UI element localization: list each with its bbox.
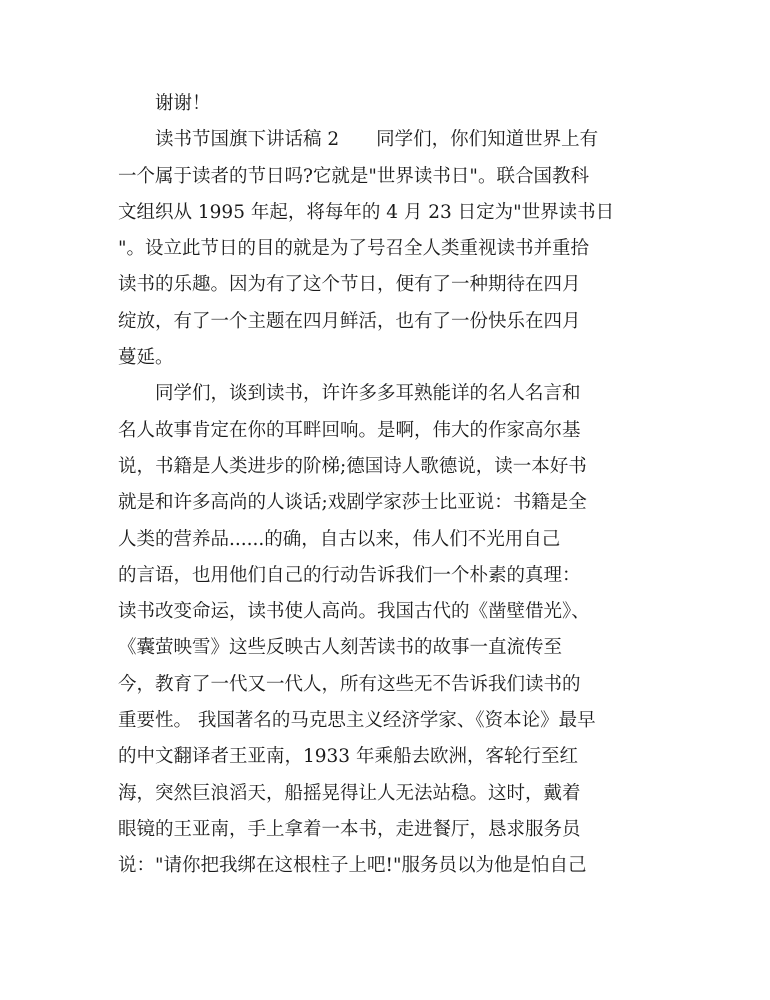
text-line: 今，教育了一代又一代人，所有这些无不告诉我们读书的 (118, 673, 581, 695)
text-line: 的言语，也用他们自己的行动告诉我们一个朴素的真理： (118, 564, 581, 586)
text-line: "。设立此节日的目的就是为了号召全人类重视读书并重拾 (118, 238, 590, 260)
text-line: 一个属于读者的节日吗?它就是"世界读书日"。联合国教科 (118, 165, 589, 187)
text-line: 读书改变命运，读书使人高尚。我国古代的《凿壁借光》、 (118, 601, 590, 623)
text-line: 的中文翻译者王亚南，1933 年乘船去欧洲，客轮行至红 (118, 746, 578, 768)
text-line: 《囊萤映雪》这些反映古人刻苦读书的故事一直流传至 (118, 637, 563, 659)
text-line: 说，书籍是人类进步的阶梯;德国诗人歌德说，读一本好书 (118, 455, 587, 477)
text-line: 眼镜的王亚南，手上拿着一本书，走进餐厅，恳求服务员 (118, 818, 581, 840)
text-line: 蔓延。 (118, 347, 174, 369)
text-line: 谢谢！ (118, 93, 211, 114)
text-line: 绽放，有了一个主题在四月鲜活，也有了一份快乐在四月 (118, 310, 581, 332)
text-line: 读书的乐趣。因为有了这个节日，便有了一种期待在四月 (118, 274, 581, 296)
text-line: 就是和许多高尚的人谈话;戏剧学家莎士比亚说：书籍是全 (118, 492, 587, 514)
text-line: 文组织从 1995 年起，将每年的 4 月 23 日定为"世界读书日 (118, 201, 615, 223)
text-line: 读书节国旗下讲话稿 2 同学们，你们知道世界上有 (118, 129, 599, 151)
text-line: 人类的营养品......的确，自古以来，伟人们不光用自己 (118, 528, 561, 550)
text-line: 同学们，谈到读书，许许多多耳熟能详的名人名言和 (118, 383, 581, 405)
body-text (118, 86, 658, 885)
text-line: 说："请你把我绑在这根柱子上吧!"服务员以为他是怕自己 (118, 855, 587, 877)
text-line: 重要性。 我国著名的马克思主义经济学家、《资本论》最早 (118, 710, 596, 732)
text-line: 名人故事肯定在你的耳畔回响。是啊，伟大的作家高尔基 (118, 419, 581, 441)
text-line: 海，突然巨浪滔天，船摇晃得让人无法站稳。这时，戴着 (118, 782, 581, 804)
